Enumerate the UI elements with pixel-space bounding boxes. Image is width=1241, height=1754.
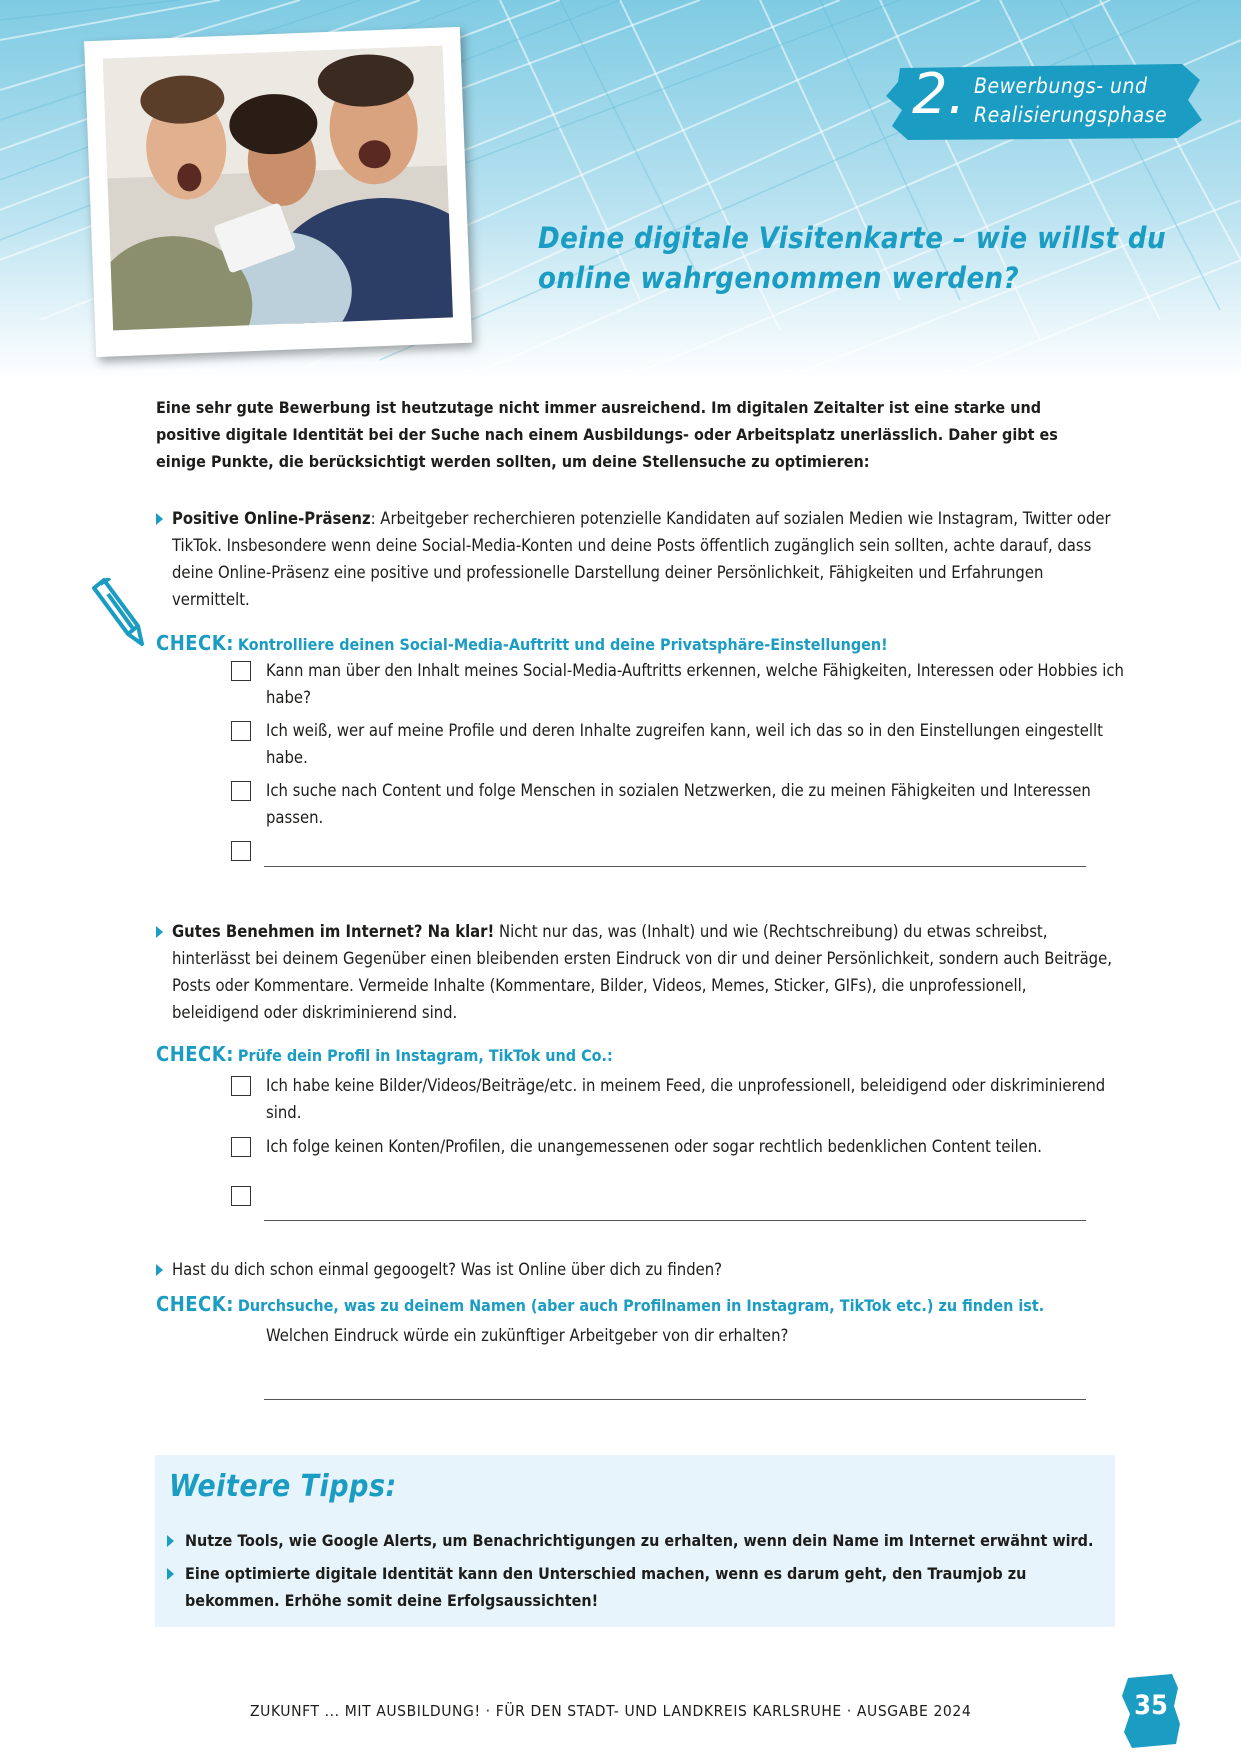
triangle-right-icon [156,926,163,938]
photo-illustration [103,46,453,331]
write-in-line-1[interactable] [264,866,1086,867]
section1-text [172,505,1116,613]
write-in-line-3[interactable] [264,1399,1086,1400]
tip-item-2 [167,1560,1097,1614]
checkbox-3[interactable] [231,781,251,801]
check-keyword: CHECK: [156,1292,234,1316]
write-in-line-2[interactable] [264,1220,1086,1221]
checkbox-2-label: Ich weiß, wer auf meine Profile und deren Inhalte zugreifen kann, weil ich das so in den Einstellungen eingestellt habe. [266,721,1103,767]
section1-bold: Positive Online-Präsenz [172,509,371,528]
section1-check [156,631,888,655]
tip-item-1-text: Nutze Tools, wie Google Alerts, um Benachrichtigungen zu erhalten, wenn dein Name im Internet erwähnt wird. [185,1531,1094,1550]
hero-photo [84,27,472,357]
section2-check [156,1042,613,1066]
triangle-right-icon [156,513,163,525]
triangle-right-icon [156,1264,163,1276]
triangle-right-icon [167,1568,174,1580]
section3-question: Welchen Eindruck würde ein zukünftiger Arbeitgeber von dir erhalten? [266,1326,789,1345]
chapter-number: 2. [912,62,966,127]
section2-bold: Gutes Benehmen im Internet? Na klar! [172,922,495,941]
checkbox-4[interactable] [231,841,251,861]
page-number-badge [1122,1672,1180,1750]
checkbox-6[interactable] [231,1137,251,1157]
checkbox-5-label: Ich habe keine Bilder/Videos/Beiträge/etc. in meinem Feed, die unprofessionell, beleidigend oder diskriminierend sind. [266,1076,1106,1122]
chapter-label-line2: Realisierungsphase [974,103,1168,127]
section2-text [172,918,1116,1026]
check-keyword: CHECK: [156,631,234,655]
checkbox-6-label: Ich folge keinen Konten/Profilen, die unangemessenen oder sogar rechtlich bedenklichen Content teilen. [266,1137,1042,1156]
chapter-badge [882,60,1202,142]
checkbox-1-label: Kann man über den Inhalt meines Social-Media-Auftritts erkennen, welche Fähigkeiten, Interessen oder Hobbies ich habe? [266,661,1124,707]
triangle-right-icon [167,1535,174,1547]
checkbox-2[interactable] [231,721,251,741]
pencil-icon [88,578,148,648]
section3-text: Hast du dich schon einmal gegoogelt? Was ist Online über dich zu finden? [172,1260,723,1279]
page-number: 35 [1134,1690,1168,1721]
section2-bullet [156,918,1116,1026]
section3-check [156,1292,1044,1316]
page-headline: Deine digitale Visitenkarte – wie willst du online wahrgenommen werden? [538,221,1166,295]
section1-bullet [156,505,1116,613]
checkbox-7[interactable] [231,1186,251,1206]
tips-title: Weitere Tipps: [169,1469,397,1504]
check-text: Kontrolliere deinen Social-Media-Auftritt und deine Privatsphäre-Einstellungen! [237,635,888,654]
page-footer: ZUKUNFT ... MIT AUSBILDUNG! · FÜR DEN STADT- UND LANDKREIS KARLSRUHE · AUSGABE 2024 [250,1702,972,1720]
chapter-label-line1: Bewerbungs- und [974,74,1148,98]
chapter-label [974,72,1167,130]
checkbox-3-label: Ich suche nach Content und folge Menschen in sozialen Netzwerken, die zu meinen Fähigkeiten und Interessen passen. [266,781,1091,827]
check-text: Prüfe dein Profil in Instagram, TikTok und Co.: [237,1046,613,1065]
check-text: Durchsuche, was zu deinem Namen (aber auch Profilnamen in Instagram, TikTok etc.) zu finden ist. [237,1296,1045,1315]
intro-paragraph: Eine sehr gute Bewerbung ist heutzutage nicht immer ausreichend. Im digitalen Zeitalter ist eine starke und positive digitale Identität bei der Suche nach einem Ausbildungs- oder Arbeitsplatz unerlässlich. Daher gibt es einige Punkte, die berücksichtigt werden sollten, um deine Stellensuche zu optimieren: [156,398,1058,471]
tip-item-2-text: Eine optimierte digitale Identität kann den Unterschied machen, wenn es darum geht, den Traumjob zu bekommen. Erhöhe somit deine Erfolgsaussichten! [185,1564,1027,1610]
section3-bullet [156,1256,1116,1283]
tip-item-1 [167,1527,1097,1554]
checkbox-5[interactable] [231,1076,251,1096]
checkbox-1[interactable] [231,661,251,681]
tips-box [155,1455,1115,1627]
section1-body: : Arbeitgeber recherchieren potenzielle Kandidaten auf sozialen Medien wie Instagram, Twitter oder TikTok. Insbesondere wenn deine Social-Media-Konten und deine Posts öffentlich zugänglich sein sollten, achte darauf, dass deine Online-Präsenz eine positive und professionelle Darstellung deiner Persönlichkeit, Fähigkeiten und Erfahrungen vermittelt. [172,509,1111,609]
section2-body: Nicht nur das, was (Inhalt) und wie (Rechtschreibung) du etwas schreibst, hinterlässt bei deinem Gegenüber einen bleibenden ersten Eindruck von dir und deiner Persönlichkeit, sondern auch Beiträge, Posts oder Kommentare. Vermeide Inhalte (Kommentare, Bilder, Videos, Memes, Sticker, GIFs), die unprofessionell, beleidigend oder diskriminierend sind. [172,922,1112,1022]
check-keyword: CHECK: [156,1042,234,1066]
